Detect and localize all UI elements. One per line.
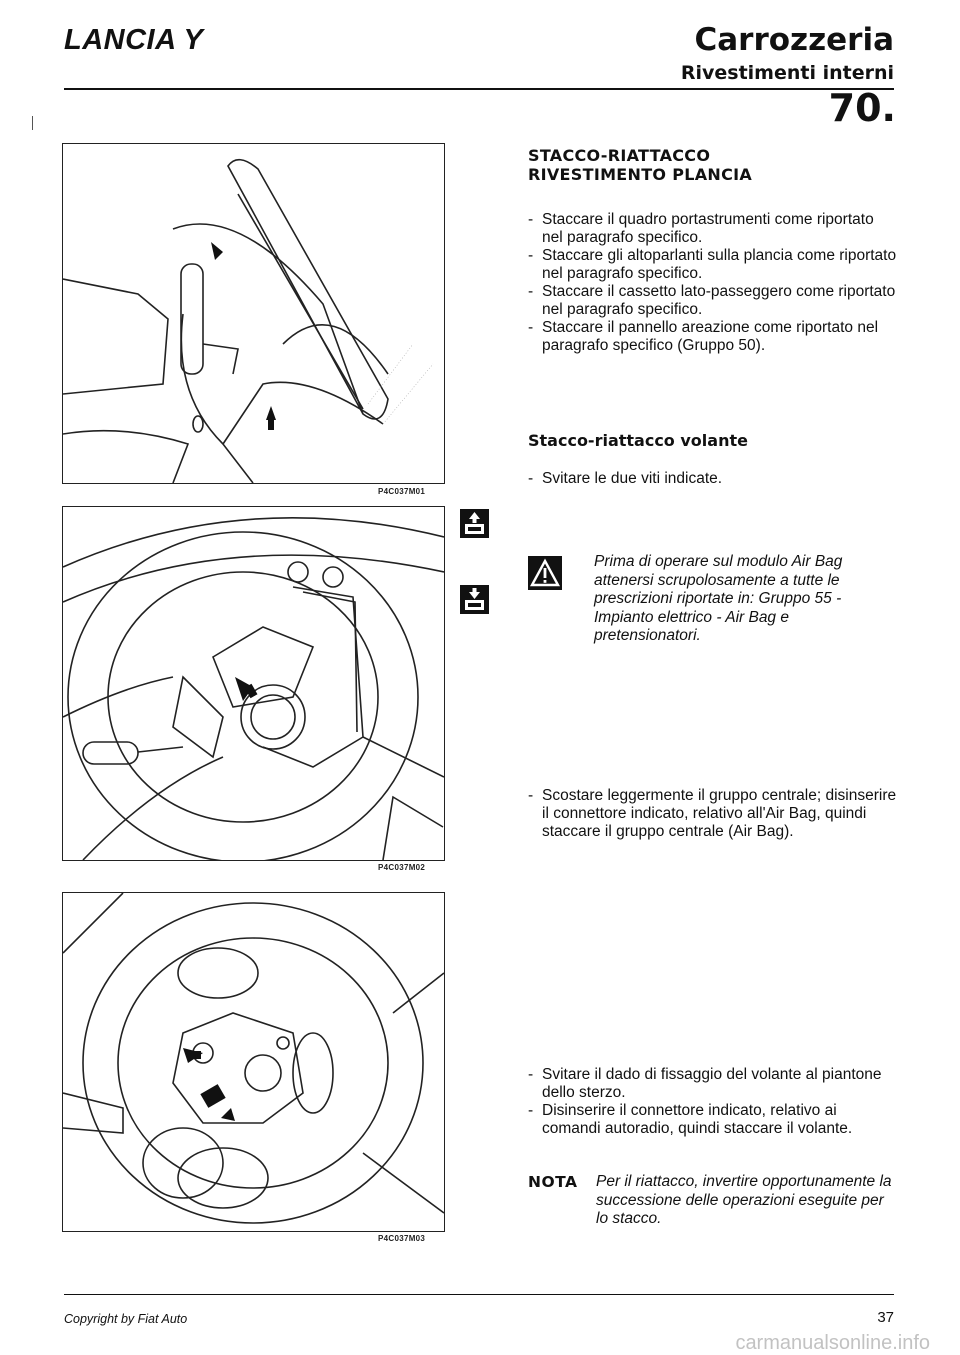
step-item: - Staccare il cassetto lato-passeggero come riportato nel paragrafo specifico.: [528, 283, 898, 319]
steps-list-1: [528, 211, 898, 355]
note-label: NOTA: [528, 1173, 578, 1191]
section-title: Carrozzeria: [694, 22, 894, 58]
steering-column-drawing: [63, 893, 444, 1231]
steering-wheel-drawing: [63, 144, 444, 483]
main-heading-block: [528, 146, 898, 184]
figure-steering-nut: [62, 892, 445, 1232]
warning-text: Prima di operare sul modulo Air Bag attenersi scrupolosamente a tutte le prescrizioni riportate in: Gruppo 55 - Impianto elettrico - Air Bag e pretensionatori.: [594, 553, 843, 644]
figure-airbag-connector: [62, 506, 445, 861]
step-item: - Staccare gli altoparlanti sulla plancia come riportato nel paragrafo specifico.: [528, 247, 898, 283]
steps-list-4: [528, 1066, 898, 1138]
step-item: - Staccare il pannello areazione come riportato nel paragrafo specifico (Gruppo 50).: [528, 319, 898, 355]
remove-icon: [460, 509, 489, 538]
step-item: - Svitare il dado di fissaggio del volante al piantone dello sterzo.: [528, 1066, 898, 1102]
note-block: [528, 1173, 898, 1229]
brand-title: LANCIA Y: [64, 24, 204, 56]
warning-box: [528, 553, 898, 646]
margin-tick: [32, 116, 33, 130]
step-item: - Svitare le due viti indicate.: [528, 470, 898, 488]
steps-list-2: [528, 470, 898, 488]
figure-steering-wheel-screws: [62, 143, 445, 484]
step-item: - Scostare leggermente il gruppo centrale; disinserire il connettore indicato, relativo all'Air Bag, quindi staccare il gruppo centrale (Air Bag).: [528, 787, 898, 841]
airbag-module-drawing: [63, 507, 444, 860]
section-subtitle: Rivestimenti interni: [680, 62, 894, 84]
sub-heading: Stacco-riattacco volante: [528, 431, 748, 450]
main-heading-line2: RIVESTIMENTO PLANCIA: [528, 165, 753, 184]
footer-page-number: 37: [877, 1309, 894, 1326]
step-item: - Staccare il quadro portastrumenti come riportato nel paragrafo specifico.: [528, 211, 898, 247]
footer-rule: [64, 1294, 894, 1295]
step-item: - Disinserire il connettore indicato, relativo ai comandi autoradio, quindi staccare il volante.: [528, 1102, 898, 1138]
watermark: carmanualsonline.info: [735, 1332, 930, 1354]
figure-code: P4C037M03: [378, 1234, 426, 1243]
figure-code: P4C037M01: [378, 487, 426, 496]
header-rule: [64, 88, 894, 90]
steps-list-3: [528, 787, 898, 841]
note-text: Per il riattacco, invertire opportunamente la successione delle operazioni eseguite per lo stacco.: [596, 1173, 892, 1227]
copyright: Copyright by Fiat Auto: [64, 1312, 188, 1326]
main-heading-line1: STACCO-RIATTACCO: [528, 146, 711, 165]
install-icon: [460, 585, 489, 614]
page-number: 70.: [828, 86, 896, 130]
warning-icon: [528, 556, 562, 590]
figure-code: P4C037M02: [378, 863, 426, 872]
